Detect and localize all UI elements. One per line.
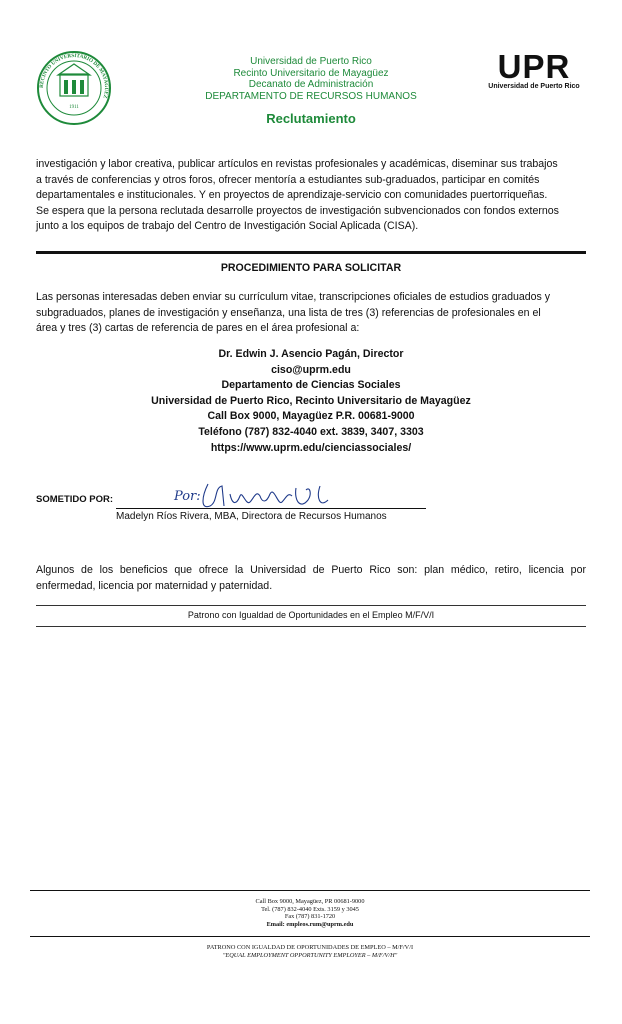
description-line: departamentales e institucionales. Y en proyectos de aprendizaje-servicio con comunidades puertorriqueñas. (36, 189, 548, 201)
footer-fax: Fax (787) 831-1720 (284, 913, 336, 921)
section-divider (36, 251, 586, 254)
contact-block (36, 347, 586, 456)
divider (36, 626, 586, 627)
submitted-by-label: SOMETIDO POR: (36, 494, 114, 505)
position-description (36, 157, 586, 235)
signature-line (116, 508, 426, 509)
procedure-heading: PROCEDIMIENTO PARA SOLICITAR (220, 262, 402, 274)
footer-contact (30, 898, 590, 928)
description-line: junto a los equipos de trabajo del Centro de Investigación Social Aplicada (CISA). (36, 220, 419, 232)
footer-phone: Tel. (787) 832-4040 Exts. 3159 y 3045 (261, 905, 359, 913)
handwritten-signature (170, 476, 350, 516)
instructions-line: área y tres (3) cartas de referencia de pares en el área profesional a: (36, 322, 360, 334)
description-line: investigación y labor creativa, publicar artículos en revistas profesionales y académicas, diseminar sus trabajos (36, 158, 558, 170)
instructions-line: subgraduados, planes de investigación y enseñanza, una lista de tres (3) referencias de profesionales en el (36, 306, 541, 319)
contact-director: Dr. Edwin J. Asencio Pagán, Director (218, 348, 404, 360)
footer-email-row (30, 921, 590, 929)
signer-name: Madelyn Ríos Rivera, MBA, Directora de Recursos Humanos (116, 511, 387, 522)
equal-opportunity-notice: Patrono con Igualdad de Oportunidades en el Empleo M/F/V/I (187, 610, 435, 620)
header-line-campus: Recinto Universitario de Mayagüez (233, 67, 389, 79)
letterhead (150, 56, 472, 125)
contact-email[interactable]: ciso@uprm.edu (271, 363, 351, 376)
header-line-university: Universidad de Puerto Rico (250, 56, 372, 67)
footer-divider (30, 890, 590, 891)
contact-university: Universidad de Puerto Rico, Recinto Universitario de Mayagüez (151, 394, 471, 407)
seal-year: 1911 (69, 105, 79, 110)
header-line-deanship: Decanato de Administración (248, 79, 374, 90)
description-line: Se espera que la persona reclutada desarrolle proyectos de investigación subvencionados con fondos externos (36, 204, 559, 217)
upr-logo (484, 48, 584, 90)
contact-address: Call Box 9000, Mayagüez P.R. 00681-9000 (207, 410, 415, 423)
footer-divider (30, 936, 590, 937)
footer-eeo-spanish: PATRONO CON IGUALDAD DE OPORTUNIDADES DE EMPLEO – M/F/V/I (206, 944, 414, 951)
procedure-instructions (36, 290, 586, 337)
footer-email-label: Email: (266, 920, 285, 928)
contact-department: Departamento de Ciencias Sociales (221, 379, 401, 392)
upr-logo-text: UPR (497, 48, 571, 85)
contact-phone: Teléfono (787) 832-4040 ext. 3839, 3407, 3303 (198, 425, 424, 438)
seal-ring-text: RECINTO UNIVERSITARIO DE MAYAGÜEZ (38, 52, 110, 99)
upr-logo-subtitle: Universidad de Puerto Rico (488, 83, 580, 90)
university-seal-icon (36, 50, 112, 126)
footer-eeo-english: "EQUAL EMPLOYMENT OPPORTUNITY EMPLOYER – M/F/V/H" (222, 951, 398, 959)
footer-eeo (30, 944, 590, 959)
header-line-department: DEPARTAMENTO DE RECURSOS HUMANOS (205, 90, 417, 102)
description-line: a través de conferencias y otros foros, ofrecer mentoría a estudiantes sub-graduados, participar en comités (36, 173, 540, 186)
page-title: Reclutamiento (266, 111, 356, 126)
divider (36, 605, 586, 606)
footer-email-link[interactable]: empleos.rum@uprm.edu (286, 920, 354, 928)
benefits-paragraph: Algunos de los beneficios que ofrece la Universidad de Puerto Rico son: plan médico, retiro, licencia por enfermedad, licencia por maternidad y paternidad. (36, 564, 586, 592)
signature-prefix: Por: (174, 489, 201, 504)
instructions-line: Las personas interesadas deben enviar su currículum vitae, transcripciones oficiales de estudios graduados y (36, 291, 551, 303)
footer-address: Call Box 9000, Mayagüez, PR 00681-9000 (255, 898, 365, 905)
contact-website-link[interactable]: https://www.uprm.edu/cienciassociales/ (210, 441, 412, 454)
